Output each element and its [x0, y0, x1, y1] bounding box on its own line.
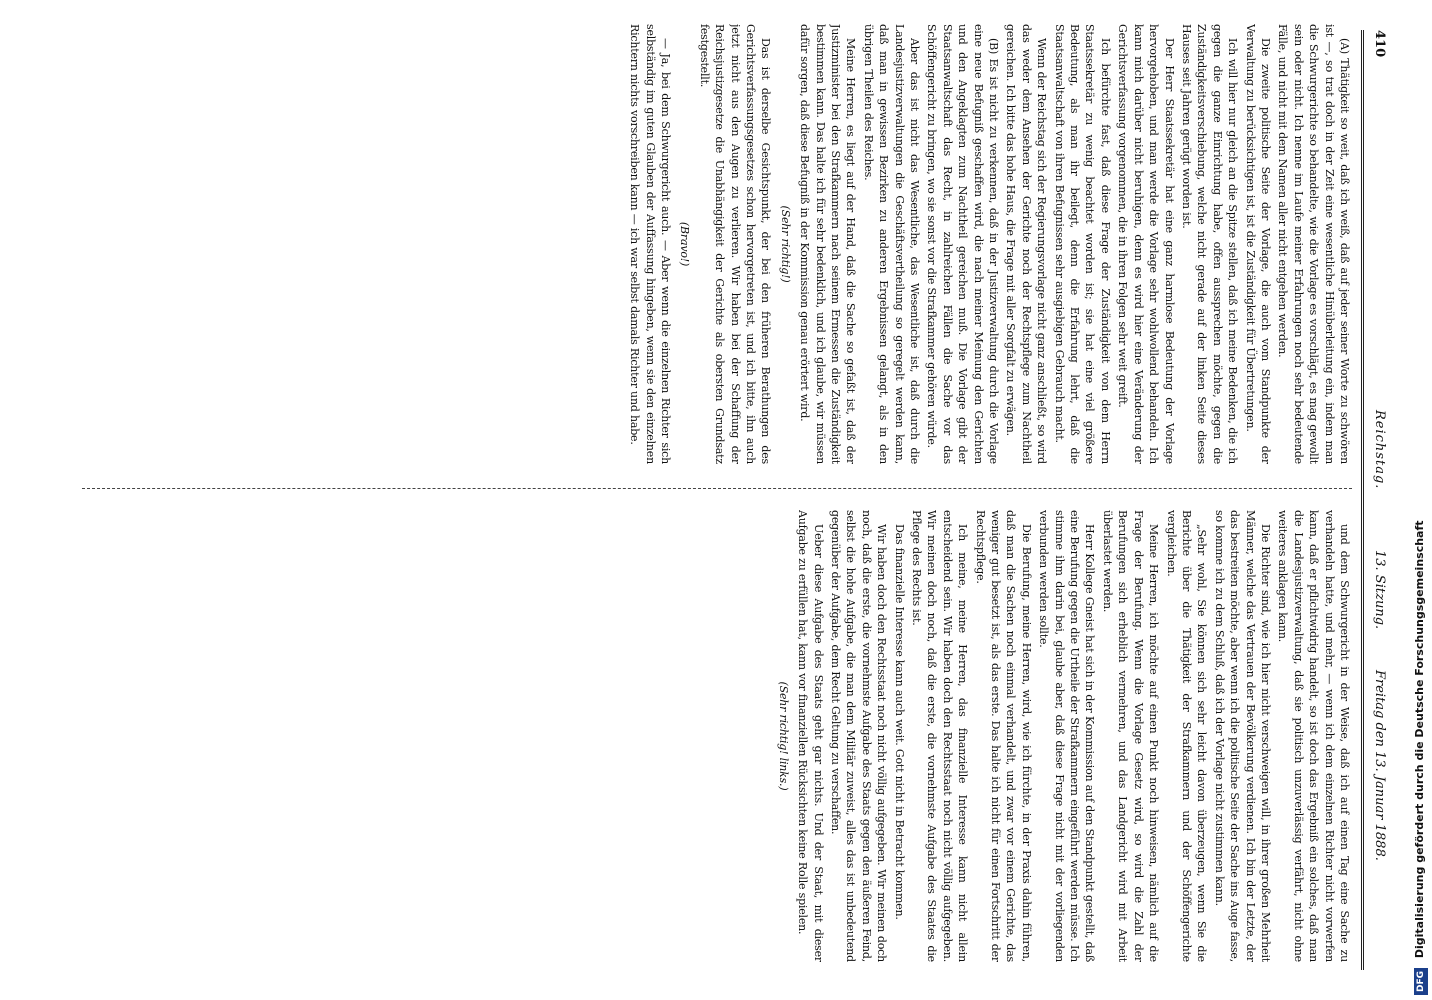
digitization-credit	[1408, 0, 1432, 1000]
paragraph: Aber das ist nicht das Wesentliche, das Wesentliche ist, daß durch die Landesjustizverwaltungen die Geschäftsvertheilung so geregelt werden kann, daß man in gewissen Bezirken zu anderen Ergebnissen gelangt, als in den übrigen Theilen des Reiches.	[861, 24, 922, 464]
paragraph: Die Berufung, meine Herren, wird, wie ich fürchte, in der Praxis dahin führen, daß man die Sachen noch einmal verhandelt, und zwar vor einem Gerichte, das weniger gut besetzt ist, als das erste. Das halte ich nicht für einen Fortschritt der Rechtspflege.	[973, 510, 1033, 962]
paragraph: und dem Schwurgericht in der Weise, daß ich auf einen Tag eine Sache zu verhandeln hatte, und mehr, — wenn ich dem einzelnen Richter nicht vorwerfen kann, daß er pflichtwidrig handelt, so ist doch das Ergebniß ein solches, daß man die Landesjustizverwaltung, daß sie politisch unzuverlässig verfährt, nicht ohne weiteres anklagen kann.	[1276, 510, 1351, 962]
right-column	[82, 510, 1352, 962]
paragraph: — Ja, bei dem Schwurgericht auch. — Aber wenn die einzelnen Richter sich selbständig im guten Glauben der Auffassung hingeben, wenn sie den einzelnen Richtern nichts vorschreiben kann — ich war selbst damals Richter und habe.	[628, 24, 672, 464]
paragraph: Der Herr Staatssekretär hat eine ganz harmlose Bedeutung der Vorlage hervorgehoben, und man werde die Vorlage sehr wohlwollend behandeln. Ich kann mich darüber nicht beruhigen, denn es wird hier eine Veränderung der Gerichtsverfassung vorgenommen, die in ihren Folgen sehr weit greift.	[1116, 24, 1176, 464]
credit-text: Digitalisierung gefördert durch die Deutsche Forschungsgemeinschaft	[1413, 520, 1426, 959]
paragraph: (A) Thätigkeit so weit, daß ich weiß, daß auf jeder seiner Worte zu schwören ist —, so trat doch in der Zeit eine wesentliche Hinüberleitung ein, indem man die Schwurgerichte so behandelte, wie die Vorlage es vorschlägt, es mag gewollt sein oder nicht. Ich nenne im Laufe meiner Erfahrungen noch sehr bedeutende Fälle, und nicht mit dem Namen aller nicht entgehen werden.	[1276, 24, 1351, 464]
paragraph: Ich will hier nur gleich an die Spitze stellen, daß ich meine Bedenken, die ich gegen die ganze Einrichtung habe, offen aussprechen möchte, gegen die Zuständigkeitsverschiebung, welche nicht gerade auf der linken Seite dieses Hauses seit Jahren gerügt worden ist.	[1179, 24, 1240, 464]
column-divider	[82, 488, 1352, 489]
date-label: Freitag den 13. Januar 1888.	[1372, 670, 1387, 861]
paragraph: Die Richter sind, wie ich hier nicht verschweigen will, in ihrer großen Mehrheit Männer, welche das Vertrauen der Bevölkerung verdienen. Ich bin der Letzte, der das bestreiten möchte, aber wenn ich die politische Seite der Sache ins Auge fasse, so komme ich zu dem Schluß, daß ich der Vorlage nicht zustimmen kann.	[1212, 510, 1272, 962]
interjection: (Bravo!)	[678, 221, 692, 267]
page-number: 410	[1372, 30, 1387, 58]
page-header	[1361, 30, 1394, 970]
dfg-logo-icon: DFG	[1414, 968, 1428, 995]
paragraph: „Sehr wohl, Sie können sich sehr leicht davon überzeugen, wenn Sie die Berichte über die Thätigkeit der Strafkammern und der Schöffengerichte vergleichen.	[1164, 510, 1209, 962]
page-title: Reichstag.	[1372, 410, 1387, 490]
interjection: (Sehr richtig!)	[778, 205, 792, 283]
paragraph: Meine Herren, es liegt auf der Hand, daß die Sache so gefaßt ist, daß der Justizminister bei den Strafkammern nach seinem Ermessen die Zuständigkeit bestimmen kann. Das halte ich für sehr bedenklich, und ich glaube, wir müssen dafür sorgen, daß diese Befugniß in der Kommission genau erörtert wird.	[798, 24, 858, 464]
paragraph: Ueber diese Aufgabe des Staats geht gar nichts. Und der Staat, mit dieser Aufgabe zu erfüllen hat, kann vor finanziellen Rücksichten keine Rolle spielen.	[796, 510, 825, 962]
session-label: 13. Sitzung.	[1372, 550, 1387, 630]
paragraph: Wenn der Reichstag sich der Regierungsvorlage nicht ganz anschließt, so wird das weder dem Ansehen der Gerichte noch der Rechtspflege zum Nachtheil gereichen. Ich bitte das hohe Haus, die Frage mit aller Sorgfalt zu erwägen.	[1004, 24, 1049, 464]
paragraph: Ich meine, meine Herren, das finanzielle Interesse kann nicht allein entscheidend sein. Wir haben doch den Rechtsstaat noch nicht völlig aufgegeben. Wir meinen doch noch, daß die erste, die vornehmste Aufgabe des Staates die Pflege des Rechts ist.	[910, 510, 970, 962]
paragraph: Das ist derselbe Gesichtspunkt, der bei den früheren Berathungen des Gerichtsverfassungsgesetzes schon hervorgetreten ist, und ich bitte, ihn auch jetzt nicht aus den Augen zu verlieren. Wir haben bei der Schaffung der Reichsjustizgesetze die Unabhängigkeit der Gerichte als obersten Grundsatz festgestellt.	[697, 24, 773, 464]
paragraph: Wir haben doch den Rechtsstaat noch nicht völlig aufgegeben. Wir meinen doch noch, daß die erste, die vornehmste Aufgabe des Staats gegen den äußeren Feind, selbst die hohe Aufgabe, die man dem Militär zuweist, alles das ist unbedeutend gegenüber der Aufgabe, dem Recht Geltung zu verschaffen.	[829, 510, 889, 962]
paragraph: Die zweite politische Seite der Vorlage, die auch vom Standpunkte der Verwaltung zu berücksichtigen ist, ist die Zuständigkeit für Übertretungen.	[1243, 24, 1272, 464]
paragraph: Meine Herren, ich möchte auf einen Punkt noch hinweisen, nämlich auf die Frage der Berufung. Wenn die Vorlage Gesetz wird, so wird die Zahl der Berufungen sich erheblich vermehren, und das Landgericht wird mit Arbeit überlastet werden.	[1100, 510, 1161, 962]
paragraph: Herr Kollege Gneist hat sich in der Kommission auf den Standpunkt gestellt, daß eine Berufung gegen die Urtheile der Strafkammern eingeführt werden müsse. Ich stimme ihm darin bei, glaube aber, daß diese Frage nicht mit der vorliegenden verbunden werden sollte.	[1037, 510, 1097, 962]
interjection: (Sehr richtig! links.)	[776, 681, 790, 791]
paragraph: Ich befürchte fast, daß diese Frage der Zuständigkeit von dem Herrn Staatssekretär zu wenig beachtet worden ist; sie hat eine viel größere Bedeutung, als man ihr beilegt, denn die Erfahrung lehrt, daß die Staatsanwaltschaft von ihren Befugnissen sehr ausgiebigen Gebrauch macht.	[1052, 24, 1112, 464]
paragraph: Das finanzielle Interesse kann auch weit. Gott nicht in Betracht kommen.	[892, 524, 906, 920]
paragraph: (B) Es ist nicht zu verkennen, daß in der Justizverwaltung durch die Vorlage eine neue Befugniß geschaffen wird, die nach meiner Meinung den Gerichten und den Angeklagten zum Nachtheil gereichen muß. Die Vorlage gibt der Staatsanwaltschaft das Recht, in zahlreichen Fällen die Sache vor das Schöffengericht zu bringen, wo sie sonst vor die Strafkammer gehören würde.	[925, 24, 1001, 464]
left-column	[82, 24, 1352, 464]
